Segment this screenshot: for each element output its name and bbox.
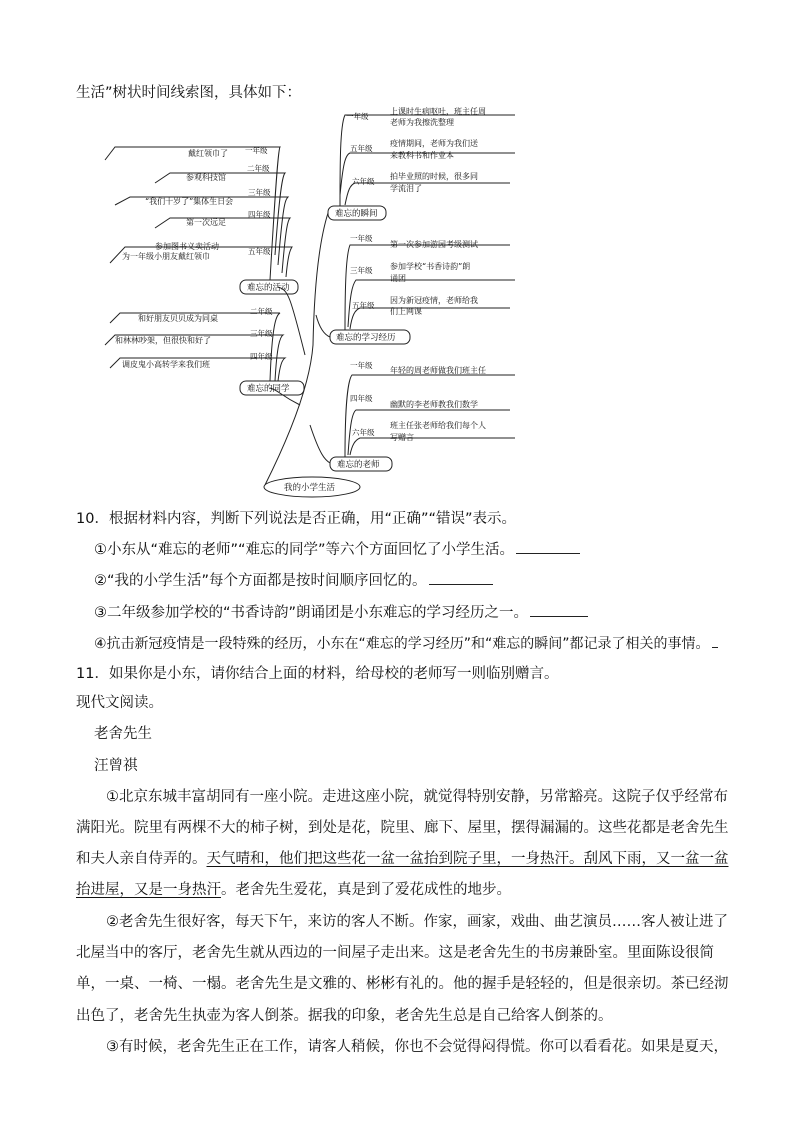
activities-item-1: 戴红领巾了	[188, 149, 228, 158]
moments-item-1-line-2: 老师为我擦洗整理	[390, 118, 454, 127]
moments-grade-1: 一年级	[346, 112, 369, 121]
moments-item-3-line-1: 拍毕业照的时候，很多同	[390, 172, 478, 181]
paragraph-2-line-4: 出色了，老舍先生执壶为客人倒茶。据我的印象，老舍先生总是自己给客人倒茶的。	[76, 1008, 613, 1024]
learning-item-2-line-1: 参加学校“书香诗韵”朗	[390, 262, 471, 271]
article-title: 老舍先生	[94, 726, 152, 742]
article-author: 汪曾祺	[94, 758, 138, 774]
underlined-sentence-part-2: 抬进屋，又是一身热汗	[76, 882, 221, 898]
classmates-grade-2: 三年级	[250, 329, 273, 338]
mindmap-root: 我的小学生活	[284, 483, 336, 493]
paragraph-1-line-2: 满阳光。院里有两棵不大的柿子树，到处是花，院里、廊下、屋里，摆得漏漏的。这些花都是老舍先生	[76, 820, 729, 836]
question-10-item-4-text: ④抗击新冠疫情是一段特殊的经历，小东在“难忘的学习经历”和“难忘的瞬间”都记录了相关的事情。	[94, 636, 710, 652]
activities-grade-2: 二年级	[247, 164, 270, 173]
activities-item-5-line-2: 为一年级小朋友戴红领巾	[122, 252, 210, 261]
paragraph-2-line-3: 单，一桌、一椅、一榻。老舍先生是文雅的、彬彬有礼的。他的握手是轻轻的，但是很亲切。茶已经沏	[76, 976, 729, 992]
question-10-item-3-text: ③二年级参加学校的“书香诗韵”朗诵团是小东难忘的学习经历之一。	[94, 605, 529, 621]
learning-item-3-line-1: 因为新冠疫情，老师给我	[390, 296, 478, 305]
paragraph-1-line-4	[76, 880, 511, 900]
section-title: 现代文阅读。	[76, 695, 163, 711]
activities-grade-5: 五年级	[248, 247, 271, 256]
paragraph-2-line-1: ②老舍先生很好客，每天下午，来访的客人不断。作家，画家，戏曲、曲艺演员……客人被让进了	[106, 914, 728, 930]
question-11: 11．如果你是小东，请你结合上面的材料，给母校的老师写一则临别赠言。	[76, 666, 559, 682]
activities-item-4: 第一次远足	[186, 218, 226, 227]
moments-item-2-line-1: 疫情期间，老师为我们送	[390, 139, 478, 148]
moments-item-1-line-1: 上课时生病呕吐，班主任周	[390, 107, 486, 116]
question-10-item-2-text: ②“我的小学生活”每个方面都是按时间顺序回忆的。	[94, 573, 427, 589]
answer-blank-2[interactable]	[429, 570, 493, 585]
learning-item-2-line-2: 诵团	[390, 274, 406, 283]
question-10-item-2	[94, 570, 493, 591]
classmates-item-1: 和好朋友贝贝成为同桌	[138, 314, 218, 323]
paragraph-2-line-2: 北屋当中的客厅，老舍先生就从西边的一间屋子走出来。这是老舍先生的书房兼卧室。里面陈设很简	[76, 945, 714, 961]
activities-item-5-line-1: 参加图书义卖活动	[155, 242, 219, 251]
mind-map-diagram	[100, 105, 520, 500]
learning-grade-2: 三年级	[350, 266, 373, 275]
teachers-item-3-line-2: 写赠言	[390, 433, 414, 442]
learning-item-3-line-2: 们上网课	[390, 307, 422, 316]
paragraph-1-line-3	[76, 849, 729, 869]
branch-label-learning: 难忘的学习经历	[336, 333, 396, 343]
activities-grade-1: 一年级	[245, 146, 268, 155]
moments-item-3-line-2: 学流泪了	[390, 184, 422, 193]
classmates-item-3: 调皮鬼小高转学来我们班	[122, 360, 210, 369]
question-10-stem: 10．根据材料内容，判断下列说法是否正确，用“正确”“错误”表示。	[76, 511, 516, 527]
answer-blank-3[interactable]	[530, 602, 588, 617]
activities-item-3: “我们十岁了”集体生日会	[145, 197, 234, 206]
branch-label-classmates: 难忘的同学	[247, 384, 290, 394]
question-10-item-4	[94, 633, 718, 654]
learning-item-1: 第一次参加游园考级测试	[390, 240, 478, 249]
moments-grade-3: 六年级	[352, 177, 375, 186]
classmates-grade-3: 四年级	[250, 352, 273, 361]
question-10-item-3	[94, 602, 588, 623]
teachers-item-1: 年轻的周老师做我们班主任	[390, 366, 486, 375]
paragraph-1-line-4-text: 。老舍先生爱花，真是到了爱花成性的地步。	[221, 882, 511, 898]
question-10-item-1	[94, 539, 580, 560]
paragraph-1-line-3-text: 和夫人亲自侍弄的。	[76, 851, 207, 867]
answer-blank-4[interactable]	[712, 633, 718, 648]
learning-grade-1: 一年级	[350, 234, 373, 243]
moments-item-2-line-2: 来教科书和作业本	[390, 151, 454, 160]
intro-line: 生活”树状时间线索图，具体如下：	[76, 85, 302, 101]
activities-item-2: 参观科技馆	[186, 173, 226, 182]
paragraph-3-line-1: ③有时候，老舍先生正在工作，请客人稍候，你也不会觉得闷得慌。你可以看看花。如果是夏天，	[106, 1039, 728, 1055]
teachers-item-2: 幽默的李老师教我们数学	[390, 400, 478, 409]
activities-grade-4: 四年级	[248, 210, 271, 219]
activities-grade-3: 三年级	[248, 188, 271, 197]
teachers-grade-3: 六年级	[352, 428, 375, 437]
branch-label-moments: 难忘的瞬间	[335, 209, 378, 219]
classmates-item-2: 和林林吵架，但很快和好了	[115, 336, 211, 345]
underlined-sentence-part-1: 天气晴和，他们把这些花一盆一盆抬到院子里，一身热汗。刮风下雨，又一盆一盆	[206, 851, 729, 867]
branch-label-teachers: 难忘的老师	[337, 460, 380, 470]
paragraph-1-line-1: ①北京东城丰富胡同有一座小院。走进这座小院，就觉得特别安静，另常豁亮。这院子仅乎经常布	[106, 789, 728, 805]
learning-grade-3: 五年级	[352, 301, 375, 310]
question-10-item-1-text: ①小东从“难忘的老师”“难忘的同学”等六个方面回忆了小学生活。	[94, 542, 515, 558]
classmates-grade-1: 二年级	[250, 307, 273, 316]
teachers-grade-1: 一年级	[350, 361, 373, 370]
teachers-item-3-line-1: 班主任张老师给我们每个人	[390, 421, 486, 430]
moments-grade-2: 五年级	[350, 144, 373, 153]
branch-label-activities: 难忘的活动	[247, 283, 290, 293]
teachers-grade-2: 四年级	[350, 394, 373, 403]
answer-blank-1[interactable]	[516, 539, 580, 554]
